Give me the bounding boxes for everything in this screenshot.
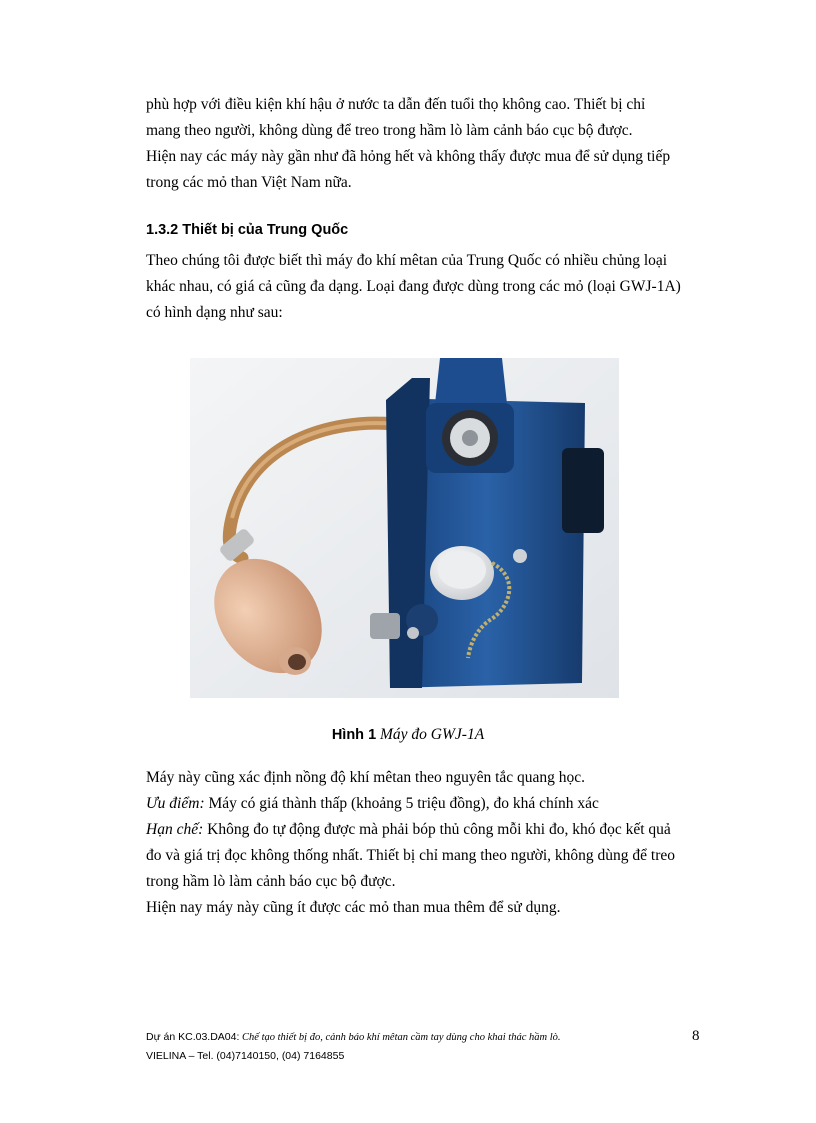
footer-contact: VIELINA – Tel. (04)7140150, (04) 7164855 — [146, 1050, 345, 1062]
pros-label: Ưu điểm: — [146, 795, 205, 812]
figure-label: Hình 1 — [331, 727, 377, 743]
section-line: khác nhau, có giá cả cũng đa dạng. Loại đang được dùng trong các mỏ (loại GWJ-1A) — [146, 278, 681, 295]
section-paragraph — [146, 248, 712, 326]
gwj-1a-device-image — [190, 358, 619, 698]
cons-text: Không đo tự động được mà phải bóp thủ công mỗi khi đo, khó đọc kết quả — [203, 821, 671, 838]
figure-caption — [0, 726, 816, 744]
evaluation-paragraph — [146, 765, 712, 921]
pros-text: Máy có giá thành thấp (khoảng 5 triệu đồng), đo khá chính xác — [204, 795, 599, 812]
section-heading: 1.3.2 Thiết bị của Trung Quốc — [146, 222, 349, 238]
footer-project-label: Dự án KC.03.DA04: — [146, 1031, 240, 1043]
intro-line: Hiện nay các máy này gần như đã hỏng hết và không thấy được mua để sử dụng tiếp — [146, 148, 671, 165]
device-photo — [190, 358, 619, 698]
footer-project-title: Chế tạo thiết bị đo, cảnh báo khí mêtan cầm tay dùng cho khai thác hầm lò. — [239, 1032, 561, 1043]
intro-line: trong các mỏ than Việt Nam nữa. — [146, 174, 352, 191]
footer-project-line — [146, 1028, 561, 1047]
section-line: Theo chúng tôi được biết thì máy đo khí mêtan của Trung Quốc có nhiều chủng loại — [146, 252, 668, 269]
intro-line: mang theo người, không dùng để treo trong hầm lò làm cảnh báo cục bộ được. — [146, 122, 633, 139]
closing-line: Hiện nay máy này cũng ít được các mỏ than mua thêm để sử dụng. — [146, 899, 561, 916]
intro-line: phù hợp với điều kiện khí hậu ở nước ta dẫn đến tuổi thọ không cao. Thiết bị chỉ — [146, 96, 646, 113]
cons-line — [146, 817, 712, 843]
cons-continued-line: trong hầm lò làm cảnh báo cục bộ được. — [146, 873, 396, 890]
page-number: 8 — [692, 1028, 700, 1044]
page-footer — [146, 1028, 561, 1065]
section-line: có hình dạng như sau: — [146, 304, 283, 321]
cons-continued-line: đo và giá trị đọc không thống nhất. Thiết bị chỉ mang theo người, không dùng để treo — [146, 847, 676, 864]
figure-title: Máy đo GWJ-1A — [380, 726, 485, 743]
intro-paragraph — [146, 92, 712, 196]
cons-label: Hạn chế: — [146, 821, 204, 838]
principle-line: Máy này cũng xác định nồng độ khí mêtan theo nguyên tắc quang học. — [146, 769, 586, 786]
pros-line — [146, 791, 712, 817]
